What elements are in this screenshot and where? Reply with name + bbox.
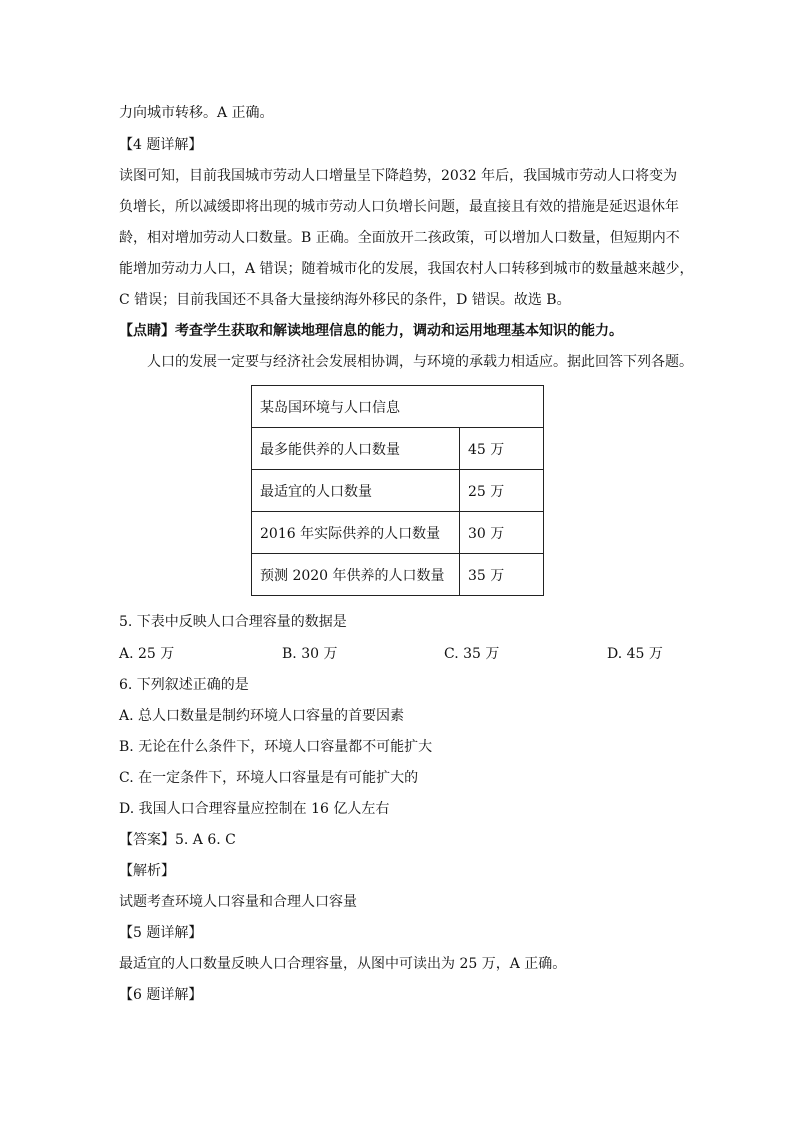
text-line: 力向城市转移。A 正确。 bbox=[119, 105, 274, 121]
text-line: 读图可知，目前我国城市劳动人口增量呈下降趋势，2032 年后，我国城市劳动人口将变为 bbox=[119, 168, 678, 184]
detail-5-text: 最适宜的人口数量反映人口合理容量，从图中可读出为 25 万，A 正确。 bbox=[119, 956, 567, 972]
table-row bbox=[252, 428, 544, 470]
table-row bbox=[252, 512, 544, 554]
table-header-row bbox=[252, 386, 544, 428]
tip-line: 【点睛】考查学生获取和解读地理信息的能力，调动和运用地理基本知识的能力。 bbox=[119, 323, 623, 339]
question-5-option-a: A. 25 万 bbox=[119, 646, 175, 662]
table-cell-label: 最多能供养的人口数量 bbox=[252, 428, 460, 470]
table-cell-value: 25 万 bbox=[460, 470, 544, 512]
section-heading-5: 【5 题详解】 bbox=[119, 925, 203, 941]
table-cell-value: 35 万 bbox=[460, 554, 544, 596]
question-5-option-d: D. 45 万 bbox=[607, 646, 663, 662]
table-row bbox=[252, 554, 544, 596]
text-line: 龄，相对增加劳动人口数量。B 正确。全面放开二孩政策，可以增加人口数量，但短期内不 bbox=[119, 230, 680, 246]
table-cell-label: 2016 年实际供养的人口数量 bbox=[252, 512, 460, 554]
table-cell-label: 预测 2020 年供养的人口数量 bbox=[252, 554, 460, 596]
question-5-stem: 5. 下表中反映人口合理容量的数据是 bbox=[119, 614, 347, 630]
table-cell-label: 最适宜的人口数量 bbox=[252, 470, 460, 512]
section-heading-6: 【6 题详解】 bbox=[119, 987, 203, 1003]
table-row bbox=[252, 470, 544, 512]
answer-line: 【答案】5. A 6. C bbox=[119, 832, 236, 848]
text-line: 能增加劳动力人口，A 错误；随着城市化的发展，我国农村人口转移到城市的数量越来越少， bbox=[119, 261, 694, 277]
question-5-option-b: B. 30 万 bbox=[282, 646, 338, 662]
analysis-heading: 【解析】 bbox=[119, 863, 175, 879]
question-6-option-a: A. 总人口数量是制约环境人口容量的首要因素 bbox=[119, 708, 405, 724]
table-cell-value: 30 万 bbox=[460, 512, 544, 554]
text-line: C 错误；目前我国还不具备大量接纳海外移民的条件，D 错误。故选 B。 bbox=[119, 292, 571, 308]
question-5-option-c: C. 35 万 bbox=[444, 646, 500, 662]
intro-line: 人口的发展一定要与经济社会发展相协调，与环境的承载力相适应。据此回答下列各题。 bbox=[147, 354, 693, 370]
question-6-stem: 6. 下列叙述正确的是 bbox=[119, 677, 249, 693]
table-header: 某岛国环境与人口信息 bbox=[252, 386, 544, 428]
population-info-table bbox=[251, 385, 544, 596]
section-heading-4: 【4 题详解】 bbox=[119, 137, 203, 153]
text-line: 负增长，所以减缓即将出现的城市劳动人口负增长问题，最直接且有效的措施是延迟退休年 bbox=[119, 199, 679, 215]
question-6-option-d: D. 我国人口合理容量应控制在 16 亿人左右 bbox=[119, 801, 390, 817]
question-6-option-c: C. 在一定条件下，环境人口容量是有可能扩大的 bbox=[119, 770, 419, 786]
table-cell-value: 45 万 bbox=[460, 428, 544, 470]
question-6-option-b: B. 无论在什么条件下，环境人口容量都不可能扩大 bbox=[119, 739, 433, 755]
analysis-text: 试题考查环境人口容量和合理人口容量 bbox=[119, 894, 357, 910]
